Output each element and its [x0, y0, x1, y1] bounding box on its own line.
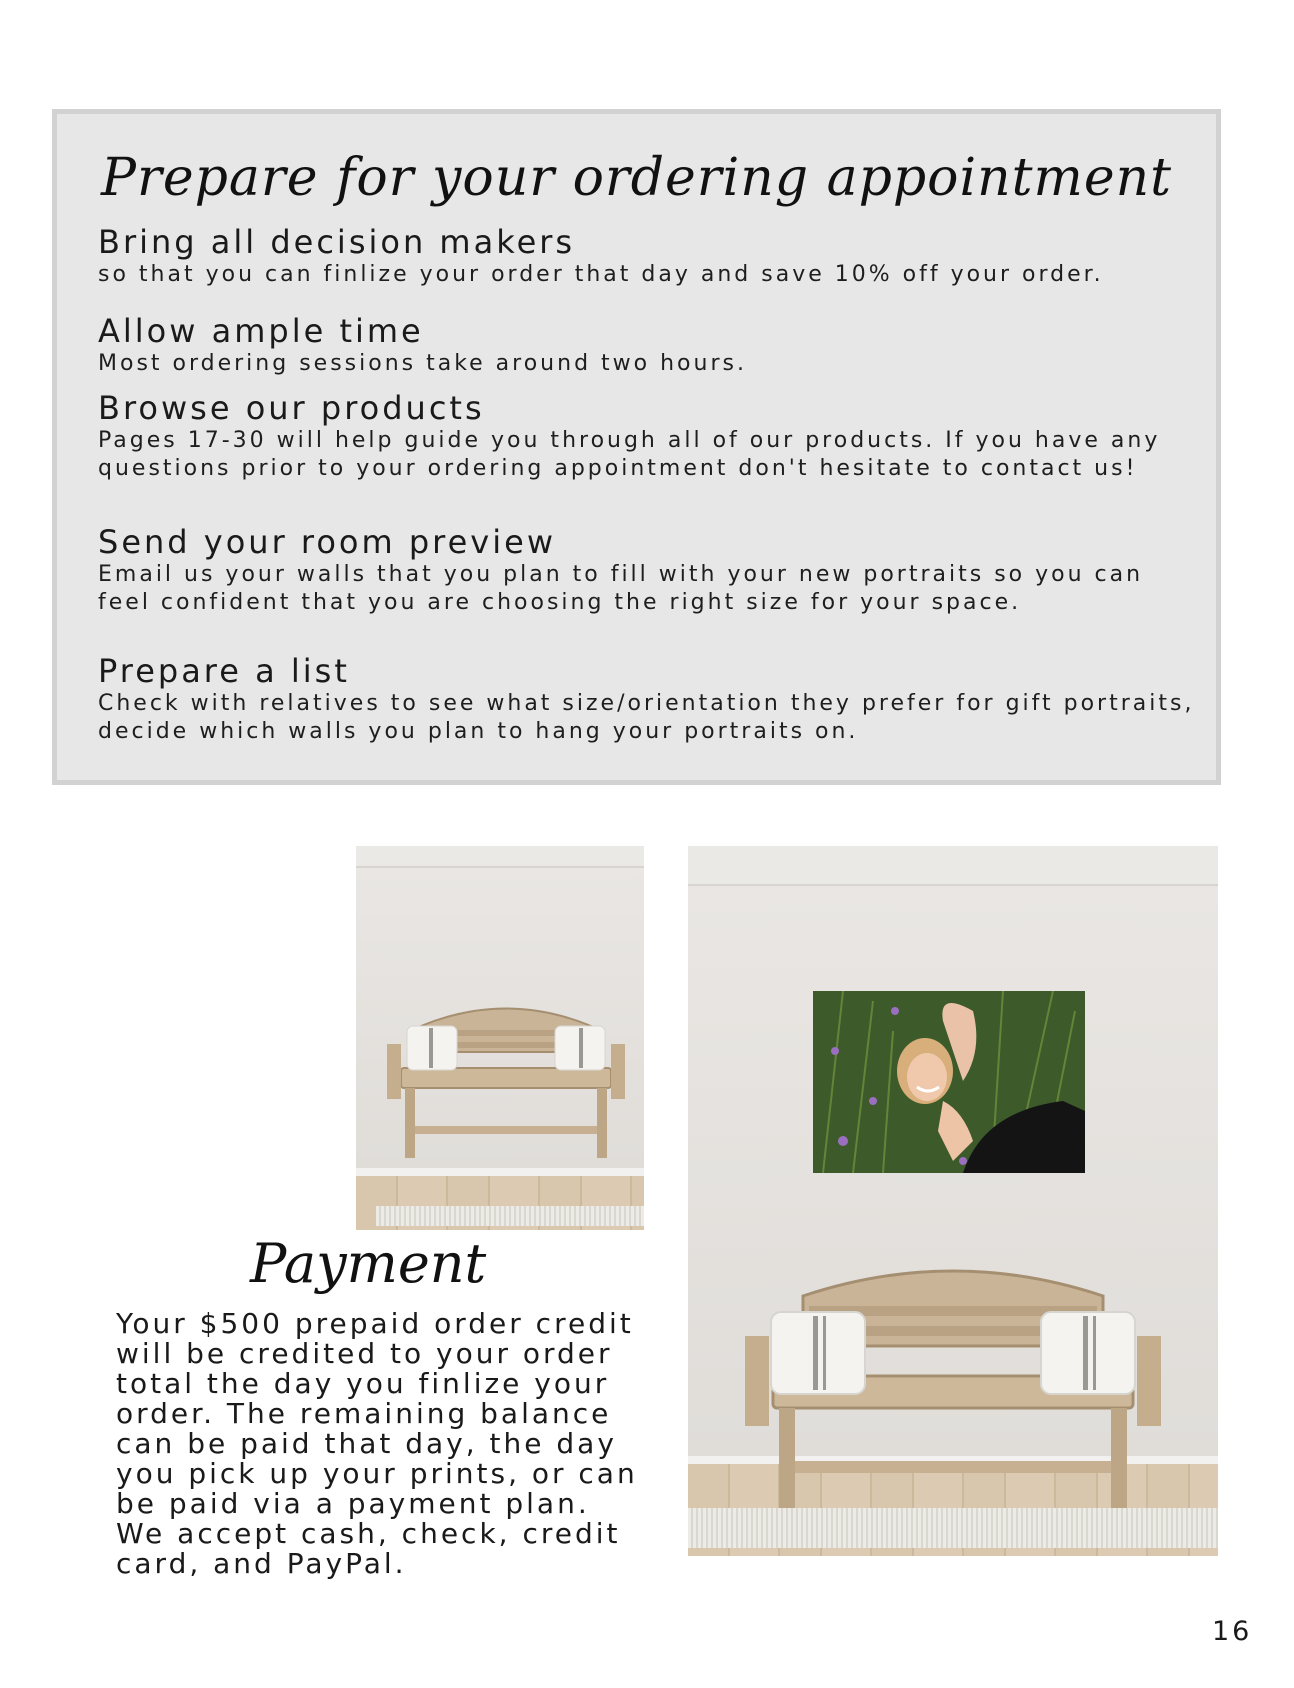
section-body: Email us your walls that you plan to fill with your new portraits so you can feel confident that you are choosing the right size for your space.: [98, 562, 1144, 615]
section-browse-products: [98, 389, 1198, 483]
payment-title: Payment: [250, 1232, 487, 1295]
bench-illustration: [733, 1256, 1173, 1516]
payment-body: Your $500 prepaid order credit will be credited to your order total the day you finlize your order. The remaining balance can be paid that day, the day you pick up your prints, or can be paid via a payment plan. We accept cash, check, credit card, and PayPal.: [116, 1307, 638, 1580]
panel-title: Prepare for your ordering appointment: [101, 148, 1172, 208]
room-photo-empty: [356, 846, 644, 1230]
section-body: so that you can finlize your order that day and save 10% off your order.: [98, 262, 1104, 287]
room-photo-with-portrait: [688, 846, 1218, 1556]
section-heading: Send your room preview: [98, 523, 556, 561]
section-prepare-list: [98, 652, 1198, 746]
section-body: Check with relatives to see what size/orientation they prefer for gift portraits, decide which walls you plan to hang your portraits on.: [98, 691, 1195, 744]
section-room-preview: [98, 523, 1198, 617]
bench-illustration: [381, 996, 631, 1166]
page-number: 16: [1212, 1616, 1253, 1647]
prepare-panel: [52, 109, 1221, 785]
section-body: Pages 17-30 will help guide you through all of our products. If you have any questions prior to your ordering appointment don't hesitate to contact us!: [98, 428, 1161, 481]
section-ample-time: [98, 312, 1198, 378]
section-heading: Bring all decision makers: [98, 223, 576, 261]
portrait-print: [813, 991, 1085, 1173]
section-heading: Prepare a list: [98, 652, 350, 690]
section-heading: Allow ample time: [98, 312, 424, 350]
section-body: Most ordering sessions take around two hours.: [98, 351, 747, 376]
section-heading: Browse our products: [98, 389, 485, 427]
section-decision-makers: [98, 223, 1198, 289]
